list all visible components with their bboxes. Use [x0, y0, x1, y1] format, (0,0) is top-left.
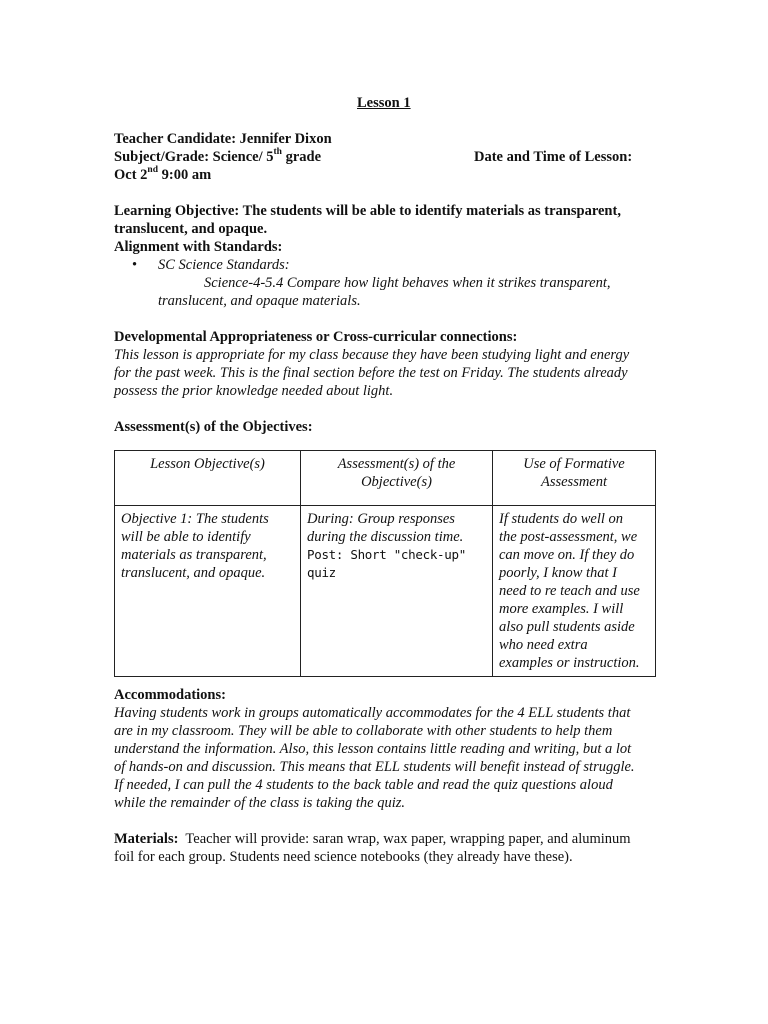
- table-cell-formative: If students do well on the post-assessment, we can move on. If they do poorly, I know that I need to re teach and use more examples. I will also pull students aside who need extra examples or instruction.: [493, 506, 656, 677]
- dev-line: for the past week. This is the final section before the test on Friday. The students already: [114, 365, 628, 381]
- accommodations-heading: Accommodations:: [114, 687, 226, 703]
- standard-line-1: Science-4-5.4 Compare how light behaves when it strikes transparent,: [204, 275, 611, 291]
- learning-objective-line-2: translucent, and opaque.: [114, 221, 268, 237]
- assessment-table: [114, 450, 656, 677]
- table-cell-objective: Objective 1: The students will be able to identify materials as transparent, translucent, and opaque.: [115, 506, 301, 677]
- dev-heading: Developmental Appropriateness or Cross-curricular connections:: [114, 329, 518, 345]
- assessment-heading: Assessment(s) of the Objectives:: [114, 419, 313, 435]
- bullet-icon: •: [132, 257, 138, 273]
- accommodations-line: Having students work in groups automatically accommodates for the 4 ELL students that: [114, 705, 631, 721]
- table-header-cell: Assessment(s) of the Objective(s): [301, 451, 493, 506]
- table-header-cell: Use of Formative Assessment: [493, 451, 656, 506]
- date-time-label: Date and Time of Lesson:: [474, 149, 633, 165]
- standards-label: SC Science Standards:: [158, 257, 290, 273]
- materials-line-1: Materials: Teacher will provide: saran wrap, wax paper, wrapping paper, and aluminum: [114, 831, 631, 847]
- accommodations-line: If needed, I can pull the 4 students to the back table and read the quiz questions aloud: [114, 777, 613, 793]
- subject-grade: Subject/Grade: Science/ 5th grade: [114, 147, 321, 165]
- handwritten-note: Post: Short "check-up" quiz: [307, 547, 466, 580]
- accommodations-line: while the remainder of the class is taking the quiz.: [114, 795, 406, 811]
- alignment-heading: Alignment with Standards:: [114, 239, 283, 255]
- dev-line: possess the prior knowledge needed about light.: [114, 383, 394, 399]
- document-title: Lesson 1: [357, 95, 411, 111]
- materials-line-2: foil for each group. Students need science notebooks (they already have these).: [114, 849, 573, 865]
- table-cell-assessment: During: Group responses during the discussion time. Post: Short "check-up" quiz: [301, 506, 493, 677]
- learning-objective-line-1: Learning Objective: The students will be able to identify materials as transparent,: [114, 203, 621, 219]
- table-header-row: [115, 451, 656, 506]
- accommodations-line: understand the information. Also, this lesson contains little reading and writing, but a lot: [114, 741, 632, 757]
- standard-line-2: translucent, and opaque materials.: [158, 293, 361, 309]
- table-header-cell: Lesson Objective(s): [115, 451, 301, 506]
- teacher-candidate: Teacher Candidate: Jennifer Dixon: [114, 131, 332, 147]
- lesson-date: Oct 2nd 9:00 am: [114, 165, 212, 183]
- table-row: [115, 506, 656, 677]
- dev-line: This lesson is appropriate for my class because they have been studying light and energy: [114, 347, 630, 363]
- accommodations-line: are in my classroom. They will be able to collaborate with other students to help them: [114, 723, 613, 739]
- accommodations-line: of hands-on and discussion. This means that ELL students will benefit instead of struggle.: [114, 759, 635, 775]
- materials-label: Materials:: [114, 831, 179, 847]
